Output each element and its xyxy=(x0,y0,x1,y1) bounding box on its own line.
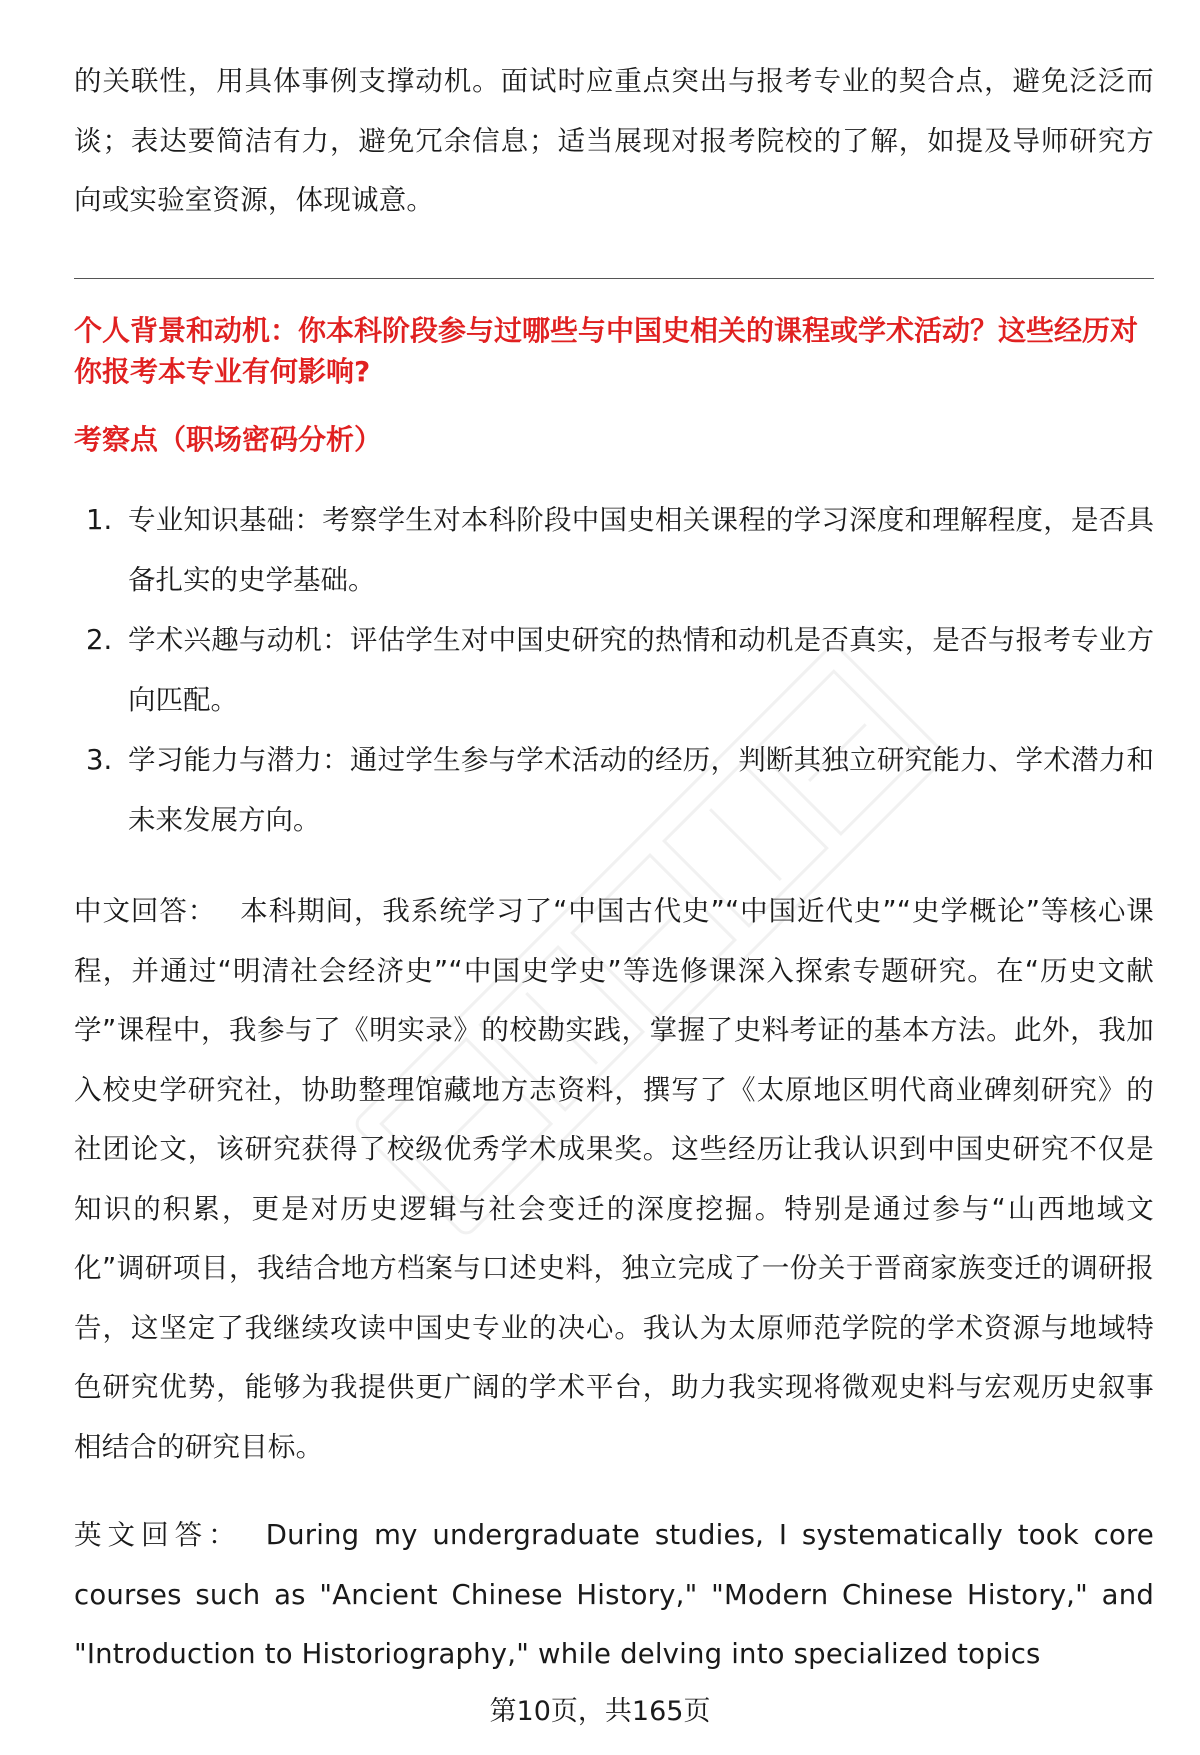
list-item xyxy=(74,490,1154,610)
list-item-text: 学习能力与潜力：通过学生参与学术活动的经历，判断其独立研究能力、学术潜力和未来发展方向。 xyxy=(128,744,1154,836)
english-answer xyxy=(74,1506,1154,1685)
chinese-answer xyxy=(74,882,1154,1477)
assessment-points-list xyxy=(74,490,1154,850)
chinese-answer-label: 中文回答： xyxy=(74,895,217,927)
english-answer-label: 英文回答： xyxy=(74,1519,242,1551)
page-footer: 第10页，共165页 xyxy=(489,1696,711,1727)
english-answer-text: During my undergraduate studies, I systematically took core courses such as "Ancient Chinese History," "Modern Chinese History," and "Introduction to Historiography," while delving into specialized topics xyxy=(74,1519,1155,1670)
list-item xyxy=(74,730,1154,850)
list-item-number: 1. xyxy=(86,504,113,536)
list-item-number: 3. xyxy=(86,744,113,776)
list-item-text: 专业知识基础：考察学生对本科阶段中国史相关课程的学习深度和理解程度，是否具备扎实的史学基础。 xyxy=(128,504,1154,596)
intro-paragraph: 的关联性，用具体事例支撑动机。面试时应重点突出与报考专业的契合点，避免泛泛而谈；表达要简洁有力，避免冗余信息；适当展现对报考院校的了解，如提及导师研究方向或实验室资源，体现诚意。 xyxy=(74,65,1154,216)
question-heading: 个人背景和动机：你本科阶段参与过哪些与中国史相关的课程或学术活动？这些经历对你报考本专业有何影响? xyxy=(74,314,1139,388)
section-divider xyxy=(74,278,1154,279)
chinese-answer-text: 本科期间，我系统学习了“中国古代史”“中国近代史”“史学概论”等核心课程，并通过“明清社会经济史”“中国史学史”等选修课深入探索专题研究。在“历史文献学”课程中，我参与了《明实录》的校勘实践，掌握了史料考证的基本方法。此外，我加入校史学研究社，协助整理馆藏地方志资料，撰写了《太原地区明代商业碑刻研究》的社团论文，该研究获得了校级优秀学术成果奖。这些经历让我认识到中国史研究不仅是知识的积累，更是对历史逻辑与社会变迁的深度挖掘。特别是通过参与“山西地域文化”调研项目，我结合地方档案与口述史料，独立完成了一份关于晋商家族变迁的调研报告，这坚定了我继续攻读中国史专业的决心。我认为太原师范学院的学术资源与地域特色研究优势，能够为我提供更广阔的学术平台，助力我实现将微观史料与宏观历史叙事相结合的研究目标。 xyxy=(74,895,1154,1463)
list-item-number: 2. xyxy=(86,624,113,656)
list-item xyxy=(74,610,1154,730)
list-item-text: 学术兴趣与动机：评估学生对中国史研究的热情和动机是否真实，是否与报考专业方向匹配。 xyxy=(128,624,1154,716)
section-title: 考察点（职场密码分析） xyxy=(74,423,383,456)
